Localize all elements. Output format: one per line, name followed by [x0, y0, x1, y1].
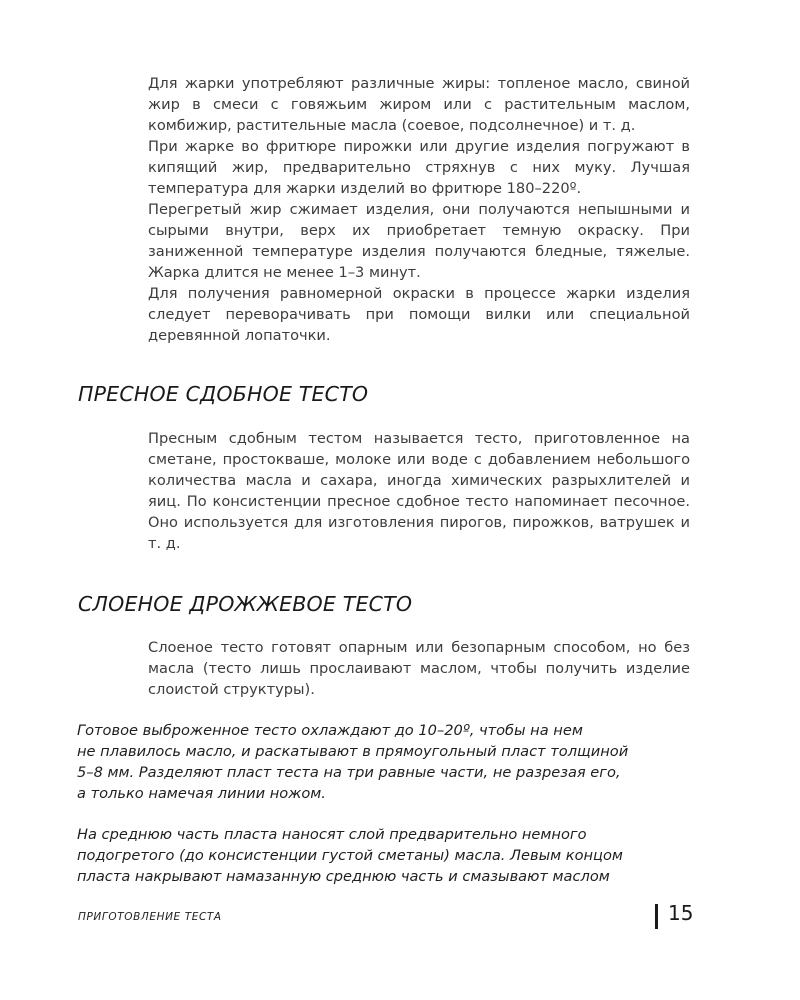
running-footer-chapter-title: ПРИГОТОВЛЕНИЕ ТЕСТА: [78, 911, 222, 923]
step-line: На среднюю часть пласта наносят слой предварительно немного: [77, 826, 587, 843]
intro-paragraph-frying-fats: Для жарки употребляют различные жиры: топленое масло, свиной жир в смеси с говяжьим жиром или с растительным маслом, комбижир, растительные масла (соевое, подсолнечное) и т. д.: [148, 75, 690, 134]
page-number: 15: [668, 901, 694, 925]
step-line: пласта накрывают намазанную среднюю часть и смазывают маслом: [77, 868, 610, 885]
step-line: подогретого (до консистенции густой сметаны) масла. Левым концом: [77, 847, 623, 864]
section-puff-yeast-dough-text: [148, 637, 690, 700]
puff-yeast-dough-paragraph: Слоеное тесто готовят опарным или безопарным способом, но без масла (тесто лишь прослаивают маслом, чтобы получить изделие слоистой структуры).: [148, 639, 690, 698]
intro-paragraph-even-color: Для получения равномерной окраски в процессе жарки изделия следует переворачивать при помощи вилки или специальной деревянной лопаточки.: [148, 285, 690, 344]
intro-text: [148, 73, 690, 346]
step-line: 5–8 мм. Разделяют пласт теста на три равные части, не разрезая его,: [77, 764, 621, 781]
page-number-divider: [655, 904, 658, 929]
intro-paragraph-deep-frying: При жарке во фритюре пирожки или другие изделия погружают в кипящий жир, предварительно стряхнув с них муку. Лучшая температура для жарки изделий во фритюре 180–220º.: [148, 138, 690, 197]
intro-paragraph-overheated-fat: Перегретый жир сжимает изделия, они получаются непышными и сырыми внутри, верх их приобретает темную окраску. При заниженной температуре изделия получаются бледные, тяжелые. Жарка длится не менее 1–3 минут.: [148, 201, 690, 281]
step-line: Готовое выброженное тесто охлаждают до 10–20º, чтобы на нем: [77, 722, 583, 739]
step-line: не плавилось масло, и раскатывают в прямоугольный пласт толщиной: [77, 743, 629, 760]
unleavened-dough-paragraph: Пресным сдобным тестом называется тесто, приготовленное на сметане, простокваше, молоке или воде с добавлением небольшого количества масла и сахара, иногда химических разрыхлителей и яиц. По консистенции пресное сдобное тесто напоминает песочное. Оно используется для изготовления пирогов, пирожков, ватрушек и т. д.: [148, 430, 690, 552]
section-unleavened-dough-text: [148, 428, 690, 554]
section-heading-puff-yeast-dough: СЛОЕНОЕ ДРОЖЖЕВОЕ ТЕСТО: [78, 592, 413, 616]
step-apply-butter: [77, 824, 697, 887]
step-line: а только намечая линии ножом.: [77, 785, 326, 802]
step-chill-and-roll: [77, 720, 697, 804]
section-heading-unleavened-dough: ПРЕСНОЕ СДОБНОЕ ТЕСТО: [78, 382, 369, 406]
